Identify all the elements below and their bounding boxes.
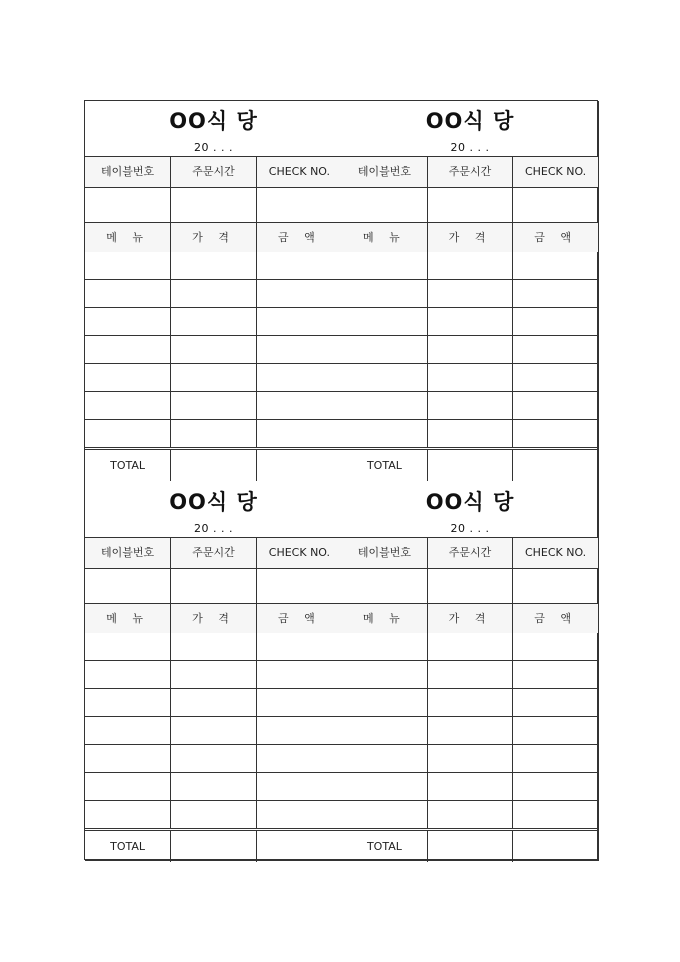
price-cell[interactable] [427, 420, 512, 449]
info-row [342, 568, 598, 603]
table-number-cell[interactable] [85, 568, 171, 603]
menu-cell[interactable] [85, 633, 171, 661]
price-cell[interactable] [427, 717, 512, 745]
price-cell[interactable] [171, 801, 257, 830]
receipt [85, 482, 342, 861]
menu-item-row [85, 336, 342, 364]
menu-item-row [85, 364, 342, 392]
amount-cell[interactable] [513, 801, 598, 830]
amount-cell[interactable] [256, 308, 342, 336]
amount-cell[interactable] [513, 633, 598, 661]
total-label: TOTAL [342, 830, 427, 863]
order-time-cell[interactable] [427, 568, 512, 603]
check-no-cell[interactable] [256, 187, 342, 222]
menu-cell[interactable] [85, 773, 171, 801]
total-label: TOTAL [342, 449, 427, 482]
menu-item-row [342, 717, 598, 745]
receipt [85, 101, 342, 482]
menu-cell[interactable] [342, 717, 427, 745]
price-cell[interactable] [427, 392, 512, 420]
amount-cell[interactable] [513, 689, 598, 717]
price-cell[interactable] [427, 745, 512, 773]
receipt-header [85, 482, 342, 538]
date-line: 20 . . . [194, 141, 233, 154]
amount-cell[interactable] [256, 420, 342, 449]
amount-cell[interactable] [513, 745, 598, 773]
col-price: 가 격 [427, 222, 512, 252]
menu-cell[interactable] [85, 252, 171, 280]
info-row [85, 187, 342, 222]
menu-item-row [342, 633, 598, 661]
menu-cell[interactable] [342, 252, 427, 280]
price-cell[interactable] [427, 801, 512, 830]
price-cell[interactable] [427, 252, 512, 280]
total-price-cell[interactable] [427, 830, 512, 863]
menu-item-row [342, 661, 598, 689]
menu-item-row [342, 773, 598, 801]
col-table-number: 테이블번호 [85, 538, 171, 568]
col-menu: 메 뉴 [85, 222, 171, 252]
menu-item-row [85, 308, 342, 336]
menu-item-row [342, 364, 598, 392]
menu-cell[interactable] [85, 661, 171, 689]
menu-cell[interactable] [85, 308, 171, 336]
menu-cell[interactable] [342, 773, 427, 801]
total-amount-cell[interactable] [513, 449, 598, 482]
total-amount-cell[interactable] [513, 830, 598, 863]
menu-item-row [342, 745, 598, 773]
price-cell[interactable] [427, 280, 512, 308]
menu-cell[interactable] [85, 280, 171, 308]
col-table-number: 테이블번호 [85, 157, 171, 187]
menu-item-row [85, 689, 342, 717]
amount-cell[interactable] [256, 633, 342, 661]
table-number-cell[interactable] [85, 187, 171, 222]
menu-item-row [85, 252, 342, 280]
total-price-cell[interactable] [427, 449, 512, 482]
col-menu: 메 뉴 [85, 603, 171, 633]
menu-cell[interactable] [342, 661, 427, 689]
price-cell[interactable] [427, 308, 512, 336]
amount-cell[interactable] [256, 252, 342, 280]
menu-cell[interactable] [85, 689, 171, 717]
col-check-no: CHECK NO. [256, 538, 342, 568]
menu-cell[interactable] [85, 420, 171, 449]
receipt-header [342, 482, 598, 538]
info-row [342, 187, 598, 222]
menu-cell[interactable] [85, 364, 171, 392]
price-cell[interactable] [171, 364, 257, 392]
menu-item-row [342, 252, 598, 280]
amount-cell[interactable] [256, 392, 342, 420]
receipt [342, 101, 599, 482]
amount-cell[interactable] [256, 745, 342, 773]
col-table-number: 테이블번호 [342, 538, 427, 568]
receipt-table [342, 538, 598, 862]
price-cell[interactable] [171, 745, 257, 773]
price-cell[interactable] [171, 336, 257, 364]
amount-cell[interactable] [513, 773, 598, 801]
check-no-cell[interactable] [513, 187, 598, 222]
price-cell[interactable] [427, 689, 512, 717]
total-price-cell[interactable] [171, 830, 257, 863]
col-order-time: 주문시간 [171, 157, 257, 187]
menu-item-row [85, 661, 342, 689]
total-amount-cell[interactable] [256, 830, 342, 863]
total-price-cell[interactable] [171, 449, 257, 482]
restaurant-name: OO식 당 [169, 490, 258, 514]
col-price: 가 격 [427, 603, 512, 633]
price-cell[interactable] [171, 392, 257, 420]
amount-cell[interactable] [513, 661, 598, 689]
amount-cell[interactable] [256, 689, 342, 717]
restaurant-name: OO식 당 [169, 109, 258, 133]
menu-item-row [342, 280, 598, 308]
menu-cell[interactable] [342, 689, 427, 717]
menu-item-row [85, 633, 342, 661]
price-cell[interactable] [171, 420, 257, 449]
menu-item-row [85, 420, 342, 449]
price-cell[interactable] [171, 773, 257, 801]
total-label: TOTAL [85, 449, 171, 482]
menu-cell[interactable] [342, 392, 427, 420]
order-time-cell[interactable] [171, 187, 257, 222]
col-amount: 금 액 [513, 222, 598, 252]
price-cell[interactable] [171, 633, 257, 661]
receipt-header [342, 101, 598, 157]
amount-cell[interactable] [513, 420, 598, 449]
col-price: 가 격 [171, 603, 257, 633]
amount-cell[interactable] [256, 717, 342, 745]
date-line: 20 . . . [194, 522, 233, 535]
price-cell[interactable] [427, 773, 512, 801]
price-cell[interactable] [171, 252, 257, 280]
menu-cell[interactable] [85, 392, 171, 420]
receipt-sheet [84, 100, 598, 860]
col-check-no: CHECK NO. [256, 157, 342, 187]
amount-cell[interactable] [513, 336, 598, 364]
amount-cell[interactable] [256, 336, 342, 364]
col-price: 가 격 [171, 222, 257, 252]
price-cell[interactable] [171, 689, 257, 717]
col-menu: 메 뉴 [342, 603, 427, 633]
price-cell[interactable] [427, 364, 512, 392]
amount-cell[interactable] [256, 801, 342, 830]
col-amount: 금 액 [513, 603, 598, 633]
amount-cell[interactable] [256, 364, 342, 392]
col-table-number: 테이블번호 [342, 157, 427, 187]
menu-cell[interactable] [342, 420, 427, 449]
price-cell[interactable] [171, 717, 257, 745]
check-no-cell[interactable] [513, 568, 598, 603]
amount-cell[interactable] [256, 661, 342, 689]
col-order-time: 주문시간 [427, 157, 512, 187]
amount-cell[interactable] [513, 717, 598, 745]
menu-item-row [342, 689, 598, 717]
menu-cell[interactable] [342, 308, 427, 336]
menu-cell[interactable] [342, 745, 427, 773]
col-order-time: 주문시간 [427, 538, 512, 568]
menu-item-row [342, 420, 598, 449]
col-menu: 메 뉴 [342, 222, 427, 252]
order-time-cell[interactable] [171, 568, 257, 603]
info-row [85, 568, 342, 603]
menu-cell[interactable] [342, 364, 427, 392]
receipt-table [85, 538, 342, 862]
menu-item-row [85, 717, 342, 745]
order-time-cell[interactable] [427, 187, 512, 222]
check-no-cell[interactable] [256, 568, 342, 603]
receipt [342, 482, 599, 861]
col-order-time: 주문시간 [171, 538, 257, 568]
menu-cell[interactable] [342, 280, 427, 308]
amount-cell[interactable] [256, 280, 342, 308]
menu-cell[interactable] [342, 336, 427, 364]
menu-cell[interactable] [85, 801, 171, 830]
receipt-table [85, 157, 342, 481]
col-amount: 금 액 [256, 603, 342, 633]
price-cell[interactable] [171, 308, 257, 336]
menu-item-row [85, 801, 342, 830]
price-cell[interactable] [427, 633, 512, 661]
receipt-table [342, 157, 598, 481]
menu-item-row [342, 336, 598, 364]
col-check-no: CHECK NO. [513, 538, 598, 568]
menu-item-row [342, 801, 598, 830]
restaurant-name: OO식 당 [425, 490, 515, 514]
receipt-header [85, 101, 342, 157]
menu-cell[interactable] [342, 801, 427, 830]
amount-cell[interactable] [513, 392, 598, 420]
col-amount: 금 액 [256, 222, 342, 252]
menu-item-row [85, 745, 342, 773]
price-cell[interactable] [171, 280, 257, 308]
menu-item-row [85, 773, 342, 801]
amount-cell[interactable] [513, 308, 598, 336]
total-amount-cell[interactable] [256, 449, 342, 482]
amount-cell[interactable] [513, 252, 598, 280]
menu-item-row [342, 308, 598, 336]
price-cell[interactable] [427, 661, 512, 689]
menu-cell[interactable] [342, 633, 427, 661]
col-check-no: CHECK NO. [513, 157, 598, 187]
amount-cell[interactable] [513, 364, 598, 392]
price-cell[interactable] [171, 661, 257, 689]
amount-cell[interactable] [256, 773, 342, 801]
menu-item-row [85, 280, 342, 308]
date-line: 20 . . . [450, 522, 490, 535]
menu-cell[interactable] [85, 336, 171, 364]
total-label: TOTAL [85, 830, 171, 863]
menu-item-row [342, 392, 598, 420]
amount-cell[interactable] [513, 280, 598, 308]
menu-item-row [85, 392, 342, 420]
restaurant-name: OO식 당 [425, 109, 515, 133]
date-line: 20 . . . [450, 141, 490, 154]
table-number-cell[interactable] [342, 568, 427, 603]
price-cell[interactable] [427, 336, 512, 364]
table-number-cell[interactable] [342, 187, 427, 222]
menu-cell[interactable] [85, 745, 171, 773]
menu-cell[interactable] [85, 717, 171, 745]
